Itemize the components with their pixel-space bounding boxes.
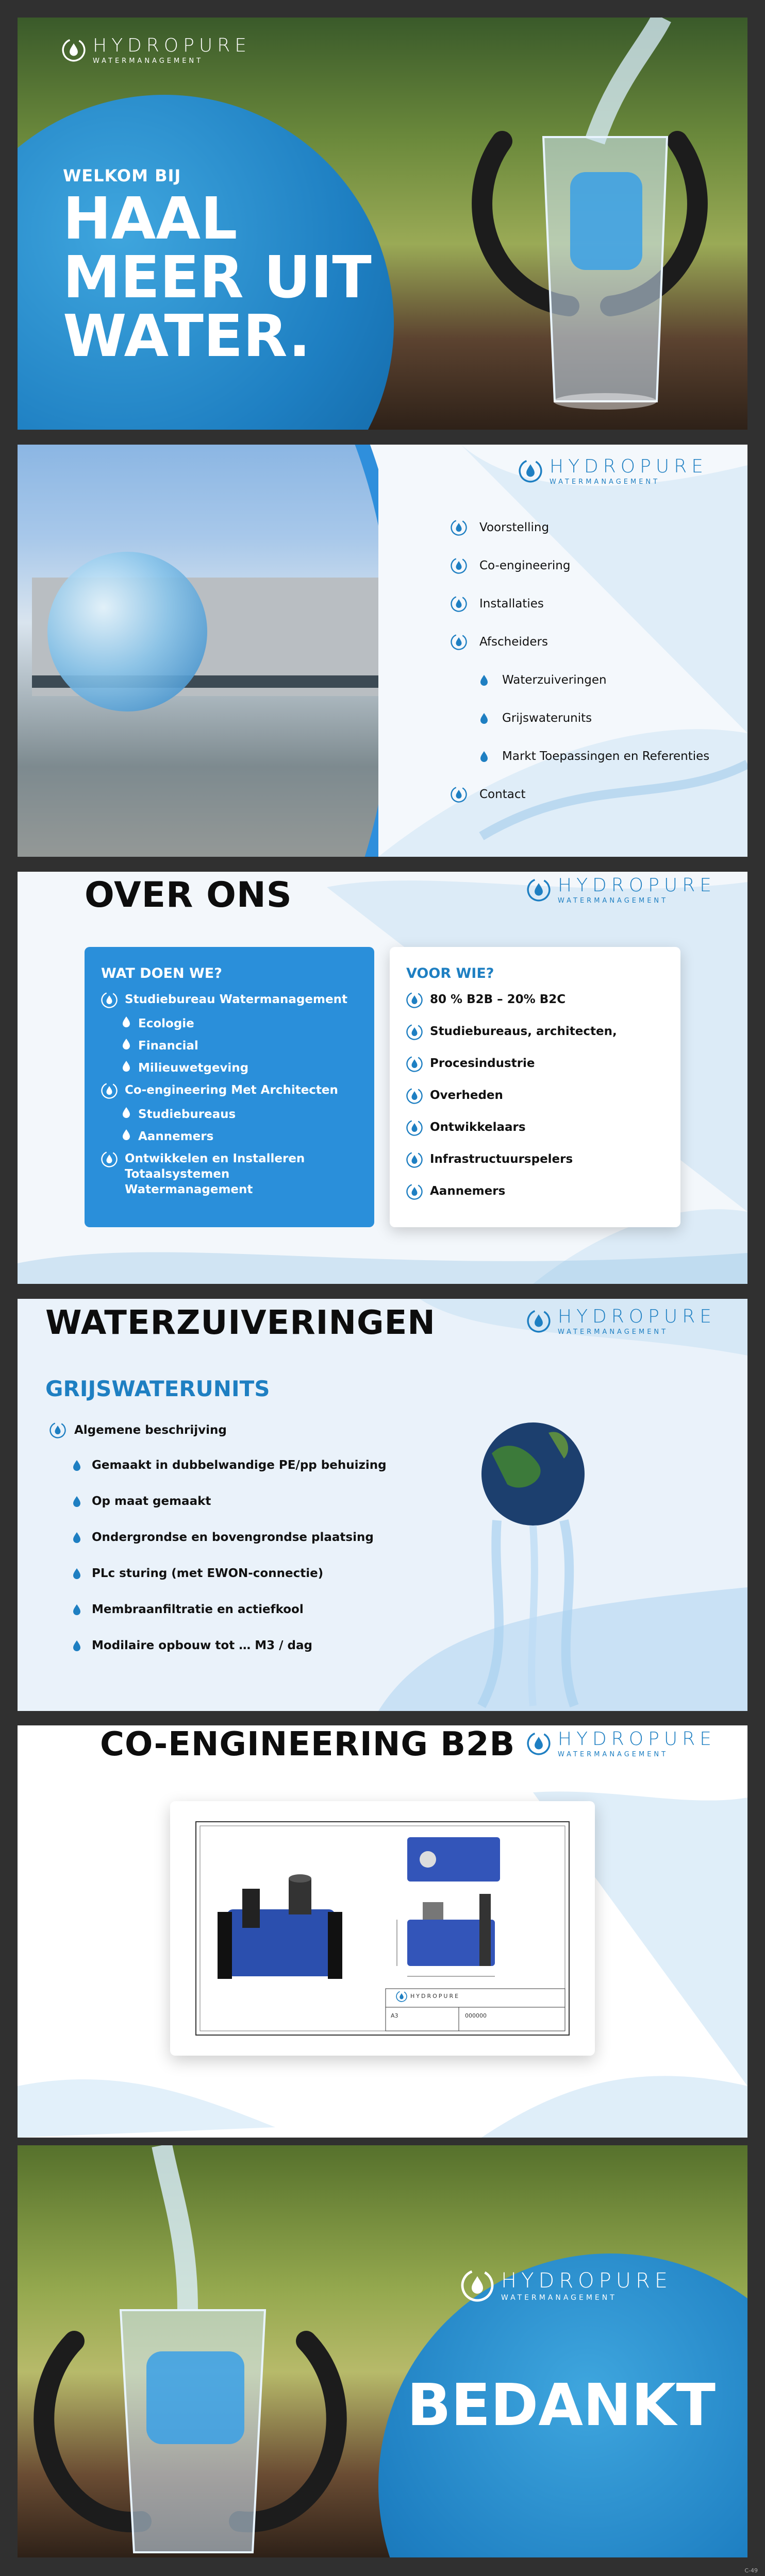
brand-logo [461, 2269, 672, 2302]
logo-tagline: WATERMANAGEMENT [501, 2294, 617, 2302]
technical-drawing-svg [170, 1801, 595, 2056]
what-we-do-list [101, 992, 358, 1197]
list-subitem: Financial [101, 1038, 358, 1054]
welcome-label: WELKOM BIJ [63, 166, 181, 185]
drop-ring-icon [406, 992, 423, 1008]
water-drop-icon [72, 1496, 81, 1507]
agenda-subitem: Markt Toepassingen en Referenties [451, 737, 709, 775]
for-whom-card [390, 947, 680, 1227]
brand-logo [527, 1728, 716, 1758]
list-subitem: Modilaire opbouw tot … M3 / dag [49, 1628, 387, 1664]
drop-ring-icon [49, 1422, 66, 1438]
hydropure-logo-icon [519, 459, 542, 483]
drawing-code: 000000 [465, 2012, 487, 2019]
agenda-list [451, 509, 709, 814]
hydropure-logo-icon [527, 878, 551, 902]
drawing-logo-name: HYDROPURE [410, 1993, 460, 1999]
logo-name: HYDROPURE [558, 1728, 716, 1750]
drop-ring-icon [451, 519, 467, 536]
water-drop-icon [479, 751, 489, 762]
list-item: Studiebureau Watermanagement [101, 992, 358, 1008]
slide-waterzuiveringen [18, 1299, 747, 1711]
agenda-item: Contact [451, 775, 709, 814]
water-drop-icon [122, 1060, 131, 1072]
drop-ring-icon [451, 557, 467, 574]
slide-agenda [18, 445, 747, 857]
hydropure-logo-icon [461, 2269, 494, 2302]
slide-title: OVER ONS [85, 875, 292, 916]
list-item: Ontwikkelaars [406, 1120, 664, 1136]
drop-ring-icon [406, 1088, 423, 1104]
card-title: VOOR WIE? [406, 965, 494, 981]
drop-ring-icon [406, 1056, 423, 1072]
list-subitem: Ondergrondse en bovengrondse plaatsing [49, 1519, 387, 1555]
logo-tagline: WATERMANAGEMENT [93, 57, 204, 65]
slide-title: CO-ENGINEERING B2B [100, 1725, 515, 1764]
agenda-item: Afscheiders [451, 623, 709, 661]
drop-ring-icon [451, 596, 467, 612]
drop-ring-icon [406, 1183, 423, 1200]
list-item: Procesindustrie [406, 1056, 664, 1072]
slide-title: WATERZUIVERINGEN [45, 1304, 436, 1342]
list-heading: Algemene beschrijving [49, 1417, 387, 1443]
brand-logo [519, 456, 708, 486]
logo-name: HYDROPURE [501, 2269, 673, 2293]
water-drop-icon [479, 674, 489, 686]
drop-ring-icon [101, 1082, 118, 1099]
agenda-item: Installaties [451, 585, 709, 623]
water-drop-icon [122, 1129, 131, 1140]
drop-ring-icon [406, 1120, 423, 1136]
hydropure-logo-icon [527, 1732, 551, 1755]
drop-ring-icon [451, 786, 467, 803]
water-drop-icon [72, 1568, 81, 1579]
logo-name: HYDROPURE [93, 35, 251, 56]
list-subitem: Ecologie [101, 1016, 358, 1031]
hero-line-2: MEER UIT [63, 244, 372, 311]
water-glass-image [18, 2145, 409, 2557]
water-drop-icon [72, 1460, 81, 1471]
for-whom-list [406, 992, 664, 1200]
unit-top-view [407, 1837, 500, 1882]
list-subitem: Op maat gemaakt [49, 1483, 387, 1519]
water-drop-icon [122, 1016, 131, 1027]
list-item: Overheden [406, 1088, 664, 1104]
brand-logo [62, 35, 251, 65]
logo-tagline: WATERMANAGEMENT [558, 897, 669, 905]
unit-3d-view [218, 1874, 342, 1979]
water-drop-icon [72, 1604, 81, 1615]
hydropure-logo-icon [62, 38, 86, 62]
agenda-item: Co-engineering [451, 547, 709, 585]
brand-logo [527, 1306, 716, 1336]
agenda-subitem: Grijswaterunits [451, 699, 709, 737]
logo-name: HYDROPURE [550, 456, 708, 477]
water-drop-icon [122, 1038, 131, 1049]
page-number: C-49 [744, 2567, 758, 2574]
list-subitem: Aannemers [101, 1129, 358, 1144]
thank-you-heading: BEDANKT [407, 2372, 716, 2439]
list-item: Co-engineering Met Architecten [101, 1082, 358, 1099]
list-item: 80 % B2B – 20% B2C [406, 992, 664, 1008]
hero-line-1: HAAL [63, 185, 238, 252]
agenda-subitem: Waterzuiveringen [451, 661, 709, 699]
water-drop-icon [72, 1532, 81, 1543]
logo-name: HYDROPURE [558, 1306, 716, 1327]
drop-ring-icon [451, 634, 467, 650]
card-title: WAT DOEN WE? [101, 965, 222, 981]
building-photo [18, 445, 378, 857]
hero-heading [63, 185, 372, 370]
drop-ring-icon [406, 1151, 423, 1168]
drawing-logo-icon [394, 1989, 408, 2003]
logo-tagline: WATERMANAGEMENT [558, 1751, 669, 1758]
logo-tagline: WATERMANAGEMENT [558, 1328, 669, 1336]
list-subitem: Gemaakt in dubbelwandige PE/pp behuizing [49, 1447, 387, 1483]
list-item: Studiebureaus, architecten, [406, 1024, 664, 1040]
section-subtitle: GRIJSWATERUNITS [45, 1376, 270, 1401]
drop-ring-icon [101, 1151, 118, 1167]
water-drop-icon [72, 1640, 81, 1651]
drawing-sheet-size: A3 [391, 2012, 398, 2019]
list-item: Infrastructuurspelers [406, 1151, 664, 1168]
slide-co-engineering [18, 1725, 747, 2138]
logo-name: HYDROPURE [558, 875, 716, 896]
list-subitem: Membraanfiltratie en actiefkool [49, 1591, 387, 1628]
slide-over-ons [18, 872, 747, 1284]
technical-drawing [170, 1801, 595, 2056]
water-drop-icon [479, 713, 489, 724]
logo-tagline: WATERMANAGEMENT [550, 478, 660, 486]
drop-ring-icon [406, 1024, 423, 1040]
list-subitem: Milieuwetgeving [101, 1060, 358, 1076]
drop-ring-icon [101, 992, 118, 1008]
water-drop-icon [122, 1107, 131, 1118]
list-subitem: PLc sturing (met EWON-connectie) [49, 1555, 387, 1591]
agenda-item: Voorstelling [451, 509, 709, 547]
slide-bedankt [18, 2145, 747, 2557]
list-item: Ontwikkelen en Installeren Totaalsystemen Watermanagement [101, 1151, 358, 1197]
list-subitem: Studiebureaus [101, 1107, 358, 1122]
water-glass-image [440, 18, 747, 430]
specs-list [49, 1417, 387, 1664]
hydropure-logo-icon [527, 1309, 551, 1333]
slide-welcome [18, 18, 747, 430]
what-we-do-card [85, 947, 374, 1227]
list-item: Aannemers [406, 1183, 664, 1200]
hero-line-3: WATER. [63, 303, 311, 370]
brand-logo [527, 875, 716, 905]
unit-front-view [397, 1894, 495, 1976]
